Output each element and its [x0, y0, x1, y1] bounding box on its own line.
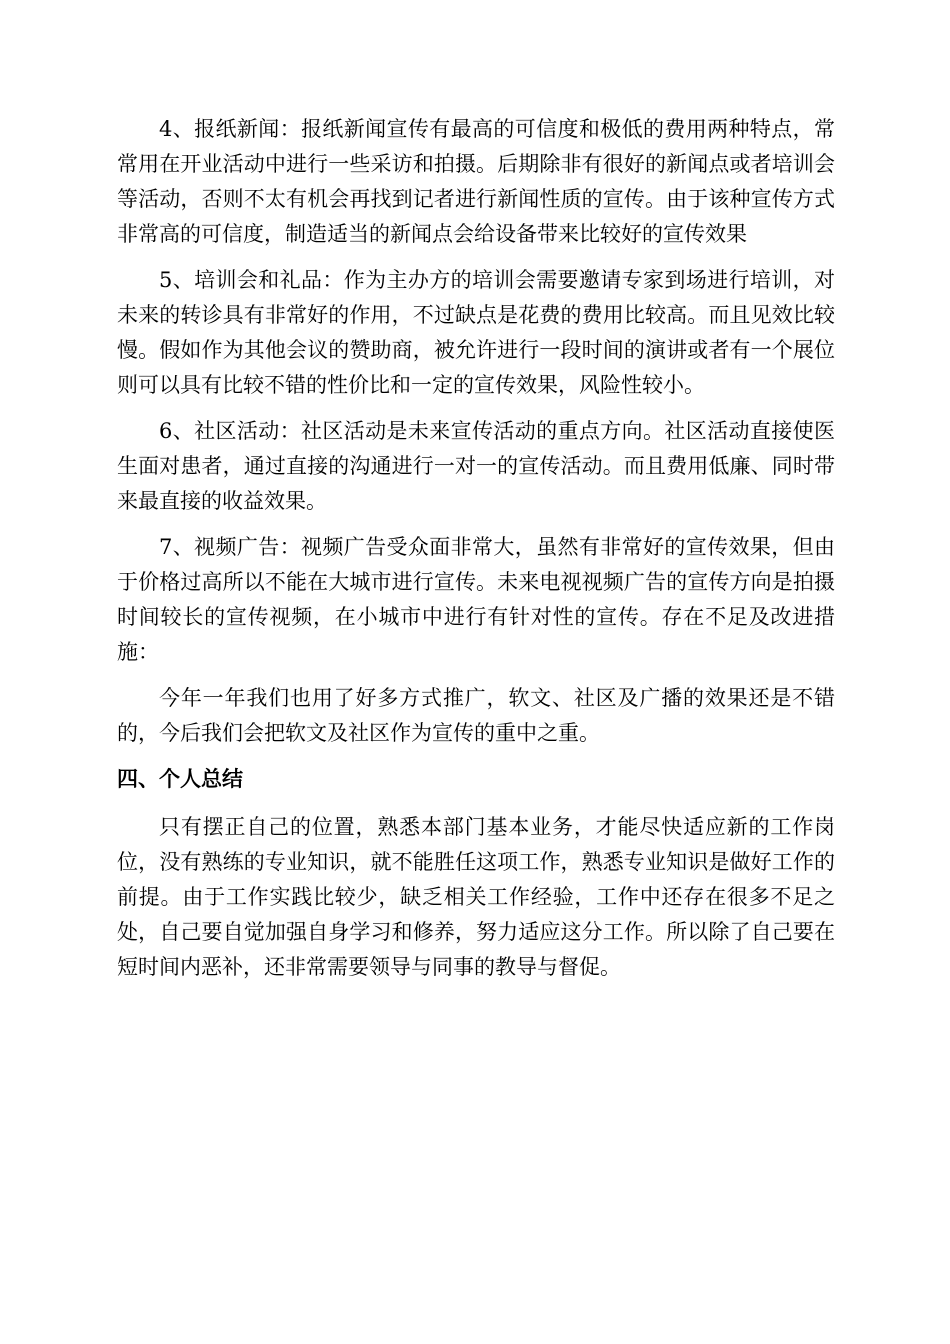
paragraph-newspaper-news: 4、报纸新闻：报纸新闻宣传有最高的可信度和极低的费用两种特点，常常用在开业活动中进行一些采访和拍摄。后期除非有很好的新闻点或者培训会等活动，否则不太有机会再找到记者进行新闻性质的宣传。由于该种宣传方式非常高的可信度，制造适当的新闻点会给设备带来比较好的宣传效果	[117, 117, 835, 246]
paragraph-training-and-gifts: 5、培训会和礼品：作为主办方的培训会需要邀请专家到场进行培训，对未来的转诊具有非常好的作用，不过缺点是花费的费用比较高。而且见效比较慢。假如作为其他会议的赞助商，被允许进行一段时间的演讲或者有一个展位则可以具有比较不错的性价比和一定的宣传效果，风险性较小。	[117, 268, 835, 397]
section-heading-personal-summary: 四、个人总结	[117, 767, 243, 791]
document-page	[117, 112, 835, 996]
paragraph-video-ads: 7、视频广告：视频广告受众面非常大，虽然有非常好的宣传效果，但由于价格过高所以不能在大城市进行宣传。未来电视视频广告的宣传方向是拍摄时间较长的宣传视频，在小城市中进行有针对性的宣传。存在不足及改进措施：	[117, 535, 835, 664]
paragraph-community-activities: 6、社区活动：社区活动是未来宣传活动的重点方向。社区活动直接使医生面对患者，通过直接的沟通进行一对一的宣传活动。而且费用低廉、同时带来最直接的收益效果。	[117, 419, 835, 513]
paragraph-yearly-promotion: 今年一年我们也用了好多方式推广，软文、社区及广播的效果还是不错的，今后我们会把软文及社区作为宣传的重中之重。	[117, 686, 835, 745]
paragraph-personal-summary: 只有摆正自己的位置，熟悉本部门基本业务，才能尽快适应新的工作岗位，没有熟练的专业知识，就不能胜任这项工作，熟悉专业知识是做好工作的前提。由于工作实践比较少，缺乏相关工作经验，工作中还存在很多不足之处，自己要自觉加强自身学习和修养，努力适应这分工作。所以除了自己要在短时间内恶补，还非常需要领导与同事的教导与督促。	[117, 815, 835, 979]
